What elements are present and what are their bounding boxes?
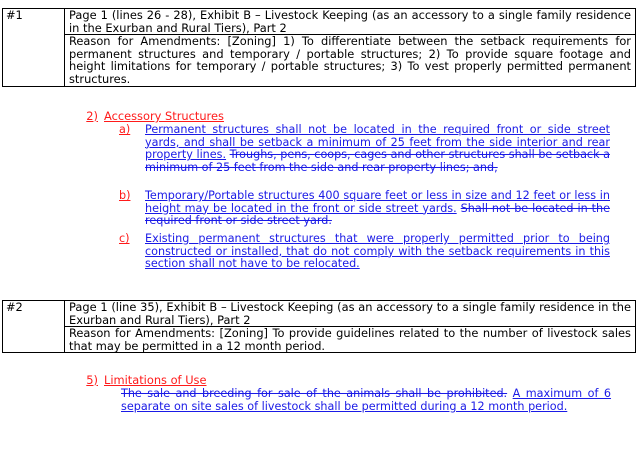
list-item-c [119,233,610,271]
amendment-table-1 [2,8,636,87]
reason-label: Reason for Amendments: [69,34,221,49]
amendment-table-2 [2,300,636,353]
section-number: 5) [86,373,98,387]
inserted-text: Permanent structures shall not be located in the required front or side street yards, and shall be setback a minimum of 25 feet from the side interior and rear property lines. [145,123,610,162]
item-label: a) [119,123,131,136]
item-text [145,190,610,228]
inserted-text: Temporary/Portable structures 400 square feet or less in size and 12 feet or less in height may be located in the front or side street yards. [145,189,610,215]
reason-text: [Zoning] 1) To differentiate between the setback requirements for permanent structures and temporary / portable structures; 2) To provide square footage and height limitations for temporary / portable structures; 3) To vest properly permitted permanent structures. [69,34,631,86]
inserted-text: Existing permanent structures that were properly permitted prior to being constructed or installed, that do not comply with the setback requirements in this section shall not have to be relocated. [145,232,610,271]
reason-label: Reason for Amendments: [69,326,216,341]
item-text [145,233,610,271]
section-title: Accessory Structures [104,109,224,123]
section-heading-accessory [74,110,224,123]
amendment-number: #1 [3,9,65,87]
item-label: b) [119,189,131,202]
item-text [145,124,610,174]
amendment-reason [65,327,636,353]
inserted-text: A maximum of 6 separate on site sales of livestock shall be permitted during a 12 month period. [121,387,612,413]
deleted-text: The sale and breeding for sale of the animals shall be prohibited. [121,387,508,400]
amendment-number: #2 [3,301,65,353]
amendment-reason [65,35,636,86]
section-title: Limitations of Use [104,373,207,387]
limitations-text [121,388,611,413]
deleted-text: Troughs, pens, coops, cages and other structures shall be setback a minimum of 25 feet from the side and rear property lines; and, [145,148,610,174]
amendment-header: Page 1 (lines 26 - 28), Exhibit B – Livestock Keeping (as an accessory to a single family residence in the Exurban and Rural Tiers), Part 2 [65,9,636,35]
deleted-text: Shall not be located in the required front or side street yard. [145,201,610,228]
list-item-a [119,124,610,174]
list-item-b [119,190,610,228]
amendment-header: Page 1 (line 35), Exhibit B – Livestock Keeping (as an accessory to a single family residence in the Exurban and Rural Tiers), Part 2 [65,301,636,327]
reason-text: [Zoning] To provide guidelines related to the number of livestock sales that may be permitted in a 12 month period. [69,326,631,353]
section-number: 2) [86,109,98,123]
section-heading-limitations [74,374,206,387]
item-label: c) [119,232,130,245]
